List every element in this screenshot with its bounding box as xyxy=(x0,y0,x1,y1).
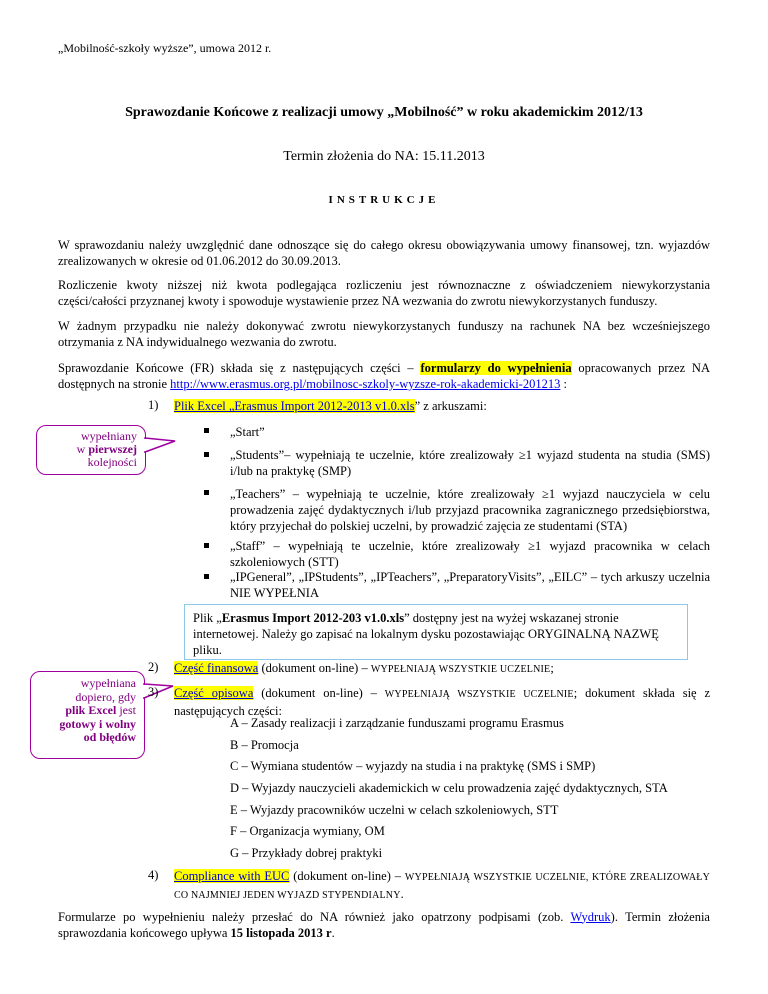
sheet-ip-general: „IPGeneral”, „IPStudents”, „IPTeachers”, „PreparatoryVisits”, „EILC” – tych arkuszy uczelnia NIE WYPEŁNIA xyxy=(230,570,710,601)
item-4-caps: WYPEŁNIAJĄ WSZYSTKIE UCZELNIE, KTÓRE ZREALIZOWAŁY CO NAJMNIEJ JEDEN WYJAZD STYPENDIALNY xyxy=(174,872,711,902)
callout2-line1: wypełniana xyxy=(80,676,136,691)
item-3-number: 3) xyxy=(148,685,159,700)
callout1-pre: w xyxy=(76,441,89,456)
callout1-line1: wypełniany xyxy=(81,428,137,443)
item-2 xyxy=(174,660,710,678)
item-3 xyxy=(174,685,710,719)
callout1-line2 xyxy=(45,443,137,456)
document-title: Sprawozdanie Końcowe z realizacji umowy „Mobilność” w roku akademickim 2012/13 xyxy=(125,105,643,120)
document-header: „Mobilność-szkoły wyższe”, umowa 2012 r. xyxy=(58,41,272,55)
forms-highlight: formularzy do wypełnienia xyxy=(420,361,572,375)
callout1-line3: kolejności xyxy=(87,454,137,469)
paragraph-refund: W żadnym przypadku nie należy dokonywać zwrotu niewykorzystanych funduszy na rachunek NA bez wcześniejszego otrzymania z NA indywidualnego wezwania do zwrotu. xyxy=(58,319,710,349)
sheet-teachers: „Teachers” – wypełniają te uczelnie, które zrealizowały ≥1 wyjazd nauczyciela w celu prowadzenia zajęć dydaktycznych i/lub przyjazd pracownika zagranicznego przedsiębiorstwa, który przyjechał do polskiej uczelni, by prowadzić zajęcia ze studentami (STA) xyxy=(230,486,710,533)
callout2-bold-errors: od błędów xyxy=(83,730,136,745)
bullet-marker xyxy=(204,574,209,579)
parts-text-before: Sprawozdanie Końcowe (FR) składa się z następujących części – xyxy=(58,361,421,375)
paragraph-settlement: Rozliczenie kwoty niższej niż kwota podlegająca rozliczeniu jest równoznaczne z oświadczeniem niewykorzystania części/całości przyznanej kwoty i spowoduje wystawienie przez NA wezwania do zwrotu niewykorzystanych funduszy. xyxy=(58,278,710,308)
sheet-students: „Students”– wypełniają te uczelnie, które zrealizowały ≥1 wyjazd studenta na studia (SMS) i/lub na praktykę (SMP) xyxy=(230,448,710,479)
callout2-post: jest xyxy=(116,703,136,718)
subpart-f: F – Organizacja wymiany, OM xyxy=(230,824,385,839)
subpart-e: E – Wyjazdy pracowników uczelni w celach szkoleniowych, STT xyxy=(230,802,559,817)
item-2-end: ; xyxy=(550,661,554,676)
callout2-pointer xyxy=(139,684,179,704)
callout2-line5 xyxy=(39,731,136,745)
erasmus-url-link[interactable]: http://www.erasmus.org.pl/mobilnosc-szkoly-wyzsze-rok-akademicki-201213 xyxy=(170,377,561,391)
submission-deadline: Termin złożenia do NA: 15.11.2013 xyxy=(283,149,485,164)
bullet-marker xyxy=(204,490,209,495)
item-4-text: (dokument on-line) – xyxy=(289,869,405,884)
descriptive-part-link[interactable]: Część opisowa xyxy=(174,686,254,701)
callout2-bold-excel: plik Excel xyxy=(65,703,117,718)
sheet-start: „Start” xyxy=(230,424,265,439)
final-before: Formularze po wypełnieniu należy przesłać do NA również jako opatrzony podpisami (zob. xyxy=(58,909,571,924)
paragraph-final xyxy=(58,909,710,941)
paragraph-parts xyxy=(58,360,710,392)
note-before: Plik „ xyxy=(193,610,222,625)
item-3-text: (dokument on-line) – xyxy=(253,686,385,701)
callout2-bold-ready: gotowy i wolny xyxy=(59,716,136,731)
subpart-d: D – Wyjazdy nauczycieli akademickich w celu prowadzenia zajęć dydaktycznych, STA xyxy=(230,781,668,796)
subpart-b: B – Promocja xyxy=(230,737,299,752)
compliance-euc-link[interactable]: Compliance with EUC xyxy=(174,869,290,884)
callout2-line2: dopiero, gdy xyxy=(75,689,136,704)
note-after: ” dostępny jest na wyżej wskazanej stronie internetowej. Należy go zapisać na lokalnym dysku pozostawiając ORYGINALNĄ NAZWĘ pliku. xyxy=(193,610,659,657)
item-3-end: ; dokument składa się z następujących części: xyxy=(174,686,710,719)
item-2-number: 2) xyxy=(148,660,159,675)
printout-link[interactable]: Wydruk xyxy=(570,909,611,924)
final-date: 15 listopada 2013 r xyxy=(230,925,332,940)
final-after: . xyxy=(331,925,335,940)
item-3-caps: WYPEŁNIAJĄ WSZYSTKIE UCZELNIE xyxy=(384,689,574,701)
callout-after-excel xyxy=(30,671,145,759)
callout1-bold: pierwszej xyxy=(88,441,137,456)
callout2-line4 xyxy=(39,718,136,732)
excel-file-link[interactable]: Plik Excel „Erasmus Import 2012-2013 v1.0.xls xyxy=(174,399,415,414)
item-4-number: 4) xyxy=(148,868,159,883)
parts-text-middle: opracowanych przez NA dostępnych na stronie xyxy=(58,361,710,391)
item-4 xyxy=(174,868,710,904)
parts-text-after: : xyxy=(560,377,567,391)
note-filename: Erasmus Import 2012-203 v1.0.xls xyxy=(221,610,405,625)
paragraph-period: W sprawozdaniu należy uwzględnić dane odnoszące się do całego okresu obowiązywania umowy finansowej, tzn. wyjazdów zrealizowanych w okresie od 01.06.2012 do 30.09.2013. xyxy=(58,238,710,268)
final-middle: ). Termin złożenia sprawozdania końcowego upływa xyxy=(58,909,710,940)
bullet-marker xyxy=(204,428,209,433)
instructions-heading: INSTRUKCJE xyxy=(328,194,440,206)
item-4-end: . xyxy=(400,887,404,902)
bullet-marker xyxy=(204,452,209,457)
sheet-staff: „Staff” – wypełniają te uczelnie, które zrealizowały ≥1 wyjazd pracownika w celach szkoleniowych (STT) xyxy=(230,539,710,570)
file-note-box xyxy=(184,604,688,660)
bullet-marker xyxy=(204,543,209,548)
callout1-pointer xyxy=(140,438,180,458)
subpart-g: G – Przykłady dobrej praktyki xyxy=(230,845,383,860)
subpart-c: C – Wymiana studentów – wyjazdy na studia i na praktykę (SMS i SMP) xyxy=(230,759,596,774)
callout-first-order xyxy=(36,425,146,475)
item-1 xyxy=(174,398,710,414)
item-1-after: ” z arkuszami: xyxy=(414,399,487,414)
item-2-caps: WYPEŁNIAJĄ WSZYSTKIE UCZELNIE xyxy=(370,664,551,676)
item-1-number: 1) xyxy=(148,398,159,413)
callout2-line3 xyxy=(39,704,136,718)
item-2-text: (dokument on-line) – xyxy=(258,661,371,676)
subpart-a: A – Zasady realizacji i zarządzanie funduszami programu Erasmus xyxy=(230,716,564,731)
financial-part-link[interactable]: Część finansowa xyxy=(174,661,259,676)
